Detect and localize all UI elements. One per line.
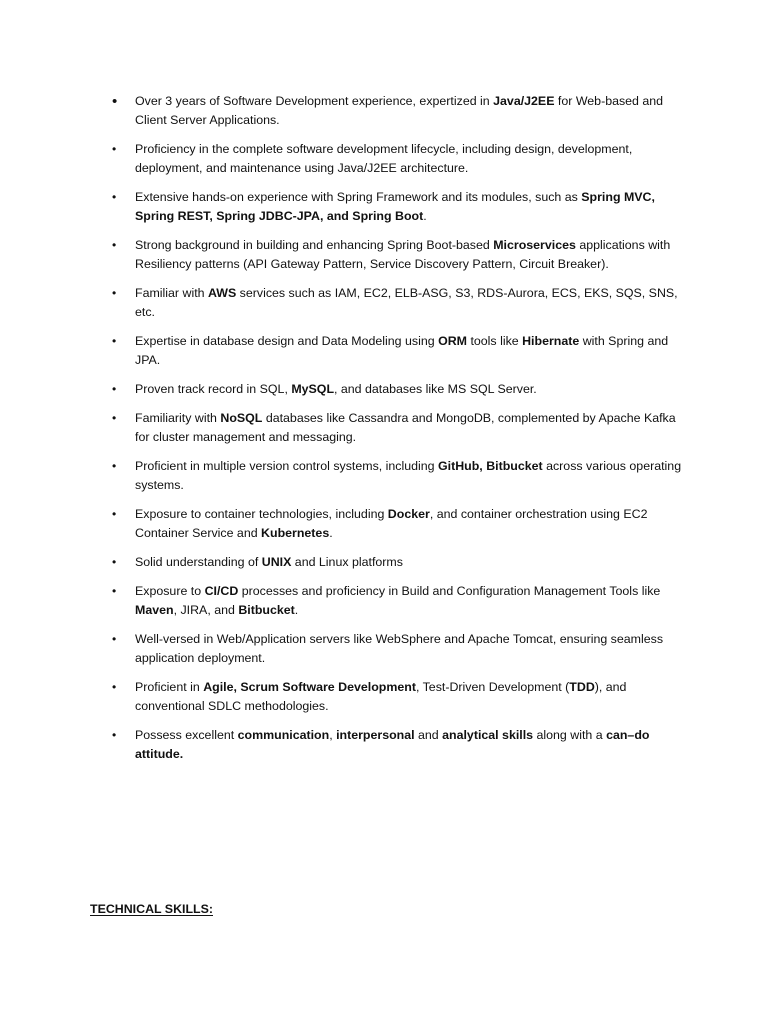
bullet-text	[135, 411, 676, 444]
bold-text-run: TDD	[569, 680, 595, 694]
bullet-text	[135, 680, 626, 713]
bold-text-run: Bitbucket	[238, 603, 295, 617]
bullet-item-2	[112, 140, 682, 178]
technical-skills-heading: TECHNICAL SKILLS:	[90, 902, 213, 916]
bullet-item-11	[112, 553, 682, 572]
text-run: services such as IAM, EC2, ELB-ASG, S3, RDS-Aurora, ECS, EKS, SQS, SNS, etc.	[135, 286, 678, 319]
text-run: , JIRA, and	[173, 603, 239, 617]
bold-text-run: NoSQL	[220, 411, 263, 425]
bold-text-run: AWS	[207, 286, 237, 300]
text-run: Familiarity with	[135, 411, 221, 425]
text-run: Proficiency in the complete software development lifecycle, including design, development, deployment, and maintenance using Java/J2EE architecture.	[135, 142, 633, 175]
bullet-icon: •	[112, 286, 117, 300]
bullet-text	[135, 334, 668, 367]
bullet-item-3	[112, 188, 682, 226]
bold-text-run: Maven	[135, 603, 174, 617]
bullet-icon: •	[112, 584, 117, 598]
bold-text-run: Agile, Scrum Software Development	[203, 680, 416, 694]
bullet-icon: •	[112, 632, 117, 646]
text-run: for Web-based and Client Server Applications.	[135, 94, 664, 127]
text-run: ,	[329, 728, 337, 742]
bullet-text	[135, 238, 670, 271]
bullet-item-14	[112, 678, 682, 716]
bold-text-run: Microservices	[493, 238, 576, 252]
bullet-item-10	[112, 505, 682, 543]
bullet-item-4	[112, 236, 682, 274]
bullet-text	[135, 142, 632, 175]
text-run: .	[329, 526, 333, 540]
bold-text-run: Java/J2EE	[493, 94, 555, 108]
bold-text-run: interpersonal	[336, 728, 415, 742]
bullet-icon: •	[112, 142, 117, 156]
text-run: , and container orchestration using EC2 Container Service and	[135, 507, 648, 540]
text-run: .	[423, 209, 427, 223]
bullet-text	[135, 728, 649, 761]
bullet-item-15	[112, 726, 682, 764]
text-run: ), and conventional SDLC methodologies.	[135, 680, 627, 713]
bullet-text	[135, 584, 660, 617]
bullet-icon: •	[112, 382, 117, 396]
text-run: across various operating systems.	[135, 459, 682, 492]
text-run: Strong background in building and enhancing Spring Boot-based	[135, 238, 494, 252]
bullet-text	[135, 459, 681, 492]
bullet-icon: •	[112, 459, 117, 473]
bullet-icon: •	[112, 728, 117, 742]
bullet-icon: •	[112, 238, 117, 252]
bullet-item-1	[112, 92, 682, 130]
bullet-icon: •	[112, 680, 117, 694]
bullet-item-7	[112, 380, 682, 399]
bullet-item-8	[112, 409, 682, 447]
bullet-item-13	[112, 630, 682, 668]
bullet-text	[135, 632, 663, 665]
bold-text-run: ORM	[438, 334, 468, 348]
bullet-item-6	[112, 332, 682, 370]
text-run: , Test-Driven Development (	[415, 680, 570, 694]
bullet-icon: •	[112, 190, 117, 204]
bold-text-run: MySQL	[291, 382, 335, 396]
text-run: and	[414, 728, 443, 742]
bullet-text	[135, 507, 647, 540]
text-run: tools like	[467, 334, 523, 348]
text-run: with Spring and JPA.	[135, 334, 669, 367]
text-run: Proficient in multiple version control systems, including	[135, 459, 439, 473]
bold-text-run: analytical skills	[442, 728, 534, 742]
bold-text-run: UNIX	[261, 555, 292, 569]
text-run: along with a	[533, 728, 607, 742]
bullet-icon: •	[112, 555, 117, 569]
bold-text-run: Hibernate	[522, 334, 580, 348]
bullet-icon: •	[112, 507, 117, 521]
bold-text-run: can–do attitude.	[135, 728, 650, 761]
text-run: Expertise in database design and Data Modeling using	[135, 334, 439, 348]
text-run: databases like Cassandra and MongoDB, complemented by Apache Kafka for cluster management and messaging.	[135, 411, 676, 444]
bold-text-run: Spring MVC, Spring REST, Spring JDBC-JPA, and Spring Boot	[135, 190, 655, 223]
text-run: Exposure to	[135, 584, 205, 598]
experience-bullet-list	[112, 92, 682, 774]
text-run: Proficient in	[135, 680, 204, 694]
text-run: Exposure to container technologies, including	[135, 507, 388, 521]
text-run: Familiar with	[135, 286, 208, 300]
text-run: and Linux platforms	[291, 555, 403, 569]
bullet-text	[135, 190, 655, 223]
bullet-text	[135, 286, 678, 319]
text-run: Over 3 years of Software Development experience, expertized in	[135, 94, 494, 108]
bold-text-run: Docker	[387, 507, 430, 521]
bullet-item-12	[112, 582, 682, 620]
text-run: Solid understanding of	[135, 555, 262, 569]
bullet-icon: •	[112, 93, 118, 110]
bullet-icon: •	[112, 334, 117, 348]
bullet-item-9	[112, 457, 682, 495]
bold-text-run: GitHub, Bitbucket	[438, 459, 543, 473]
bold-text-run: communication	[237, 728, 330, 742]
bullet-text	[135, 555, 403, 569]
text-run: , and databases like MS SQL Server.	[334, 382, 537, 396]
bold-text-run: Kubernetes	[261, 526, 330, 540]
text-run: .	[294, 603, 299, 617]
bullet-text	[135, 382, 537, 396]
text-run: applications with Resiliency patterns (API Gateway Pattern, Service Discovery Pattern, Circuit Breaker).	[135, 238, 671, 271]
text-run: Well-versed in Web/Application servers like WebSphere and Apache Tomcat, ensuring seamless application deployment.	[135, 632, 664, 665]
text-run: Proven track record in SQL,	[135, 382, 292, 396]
text-run: processes and proficiency in Build and Configuration Management Tools like	[238, 584, 661, 598]
text-run: Possess excellent	[135, 728, 238, 742]
bold-text-run: CI/CD	[204, 584, 239, 598]
bullet-icon: •	[112, 411, 117, 425]
text-run: Extensive hands-on experience with Spring Framework and its modules, such as	[135, 190, 582, 204]
bullet-item-5	[112, 284, 682, 322]
bullet-text	[135, 94, 663, 127]
